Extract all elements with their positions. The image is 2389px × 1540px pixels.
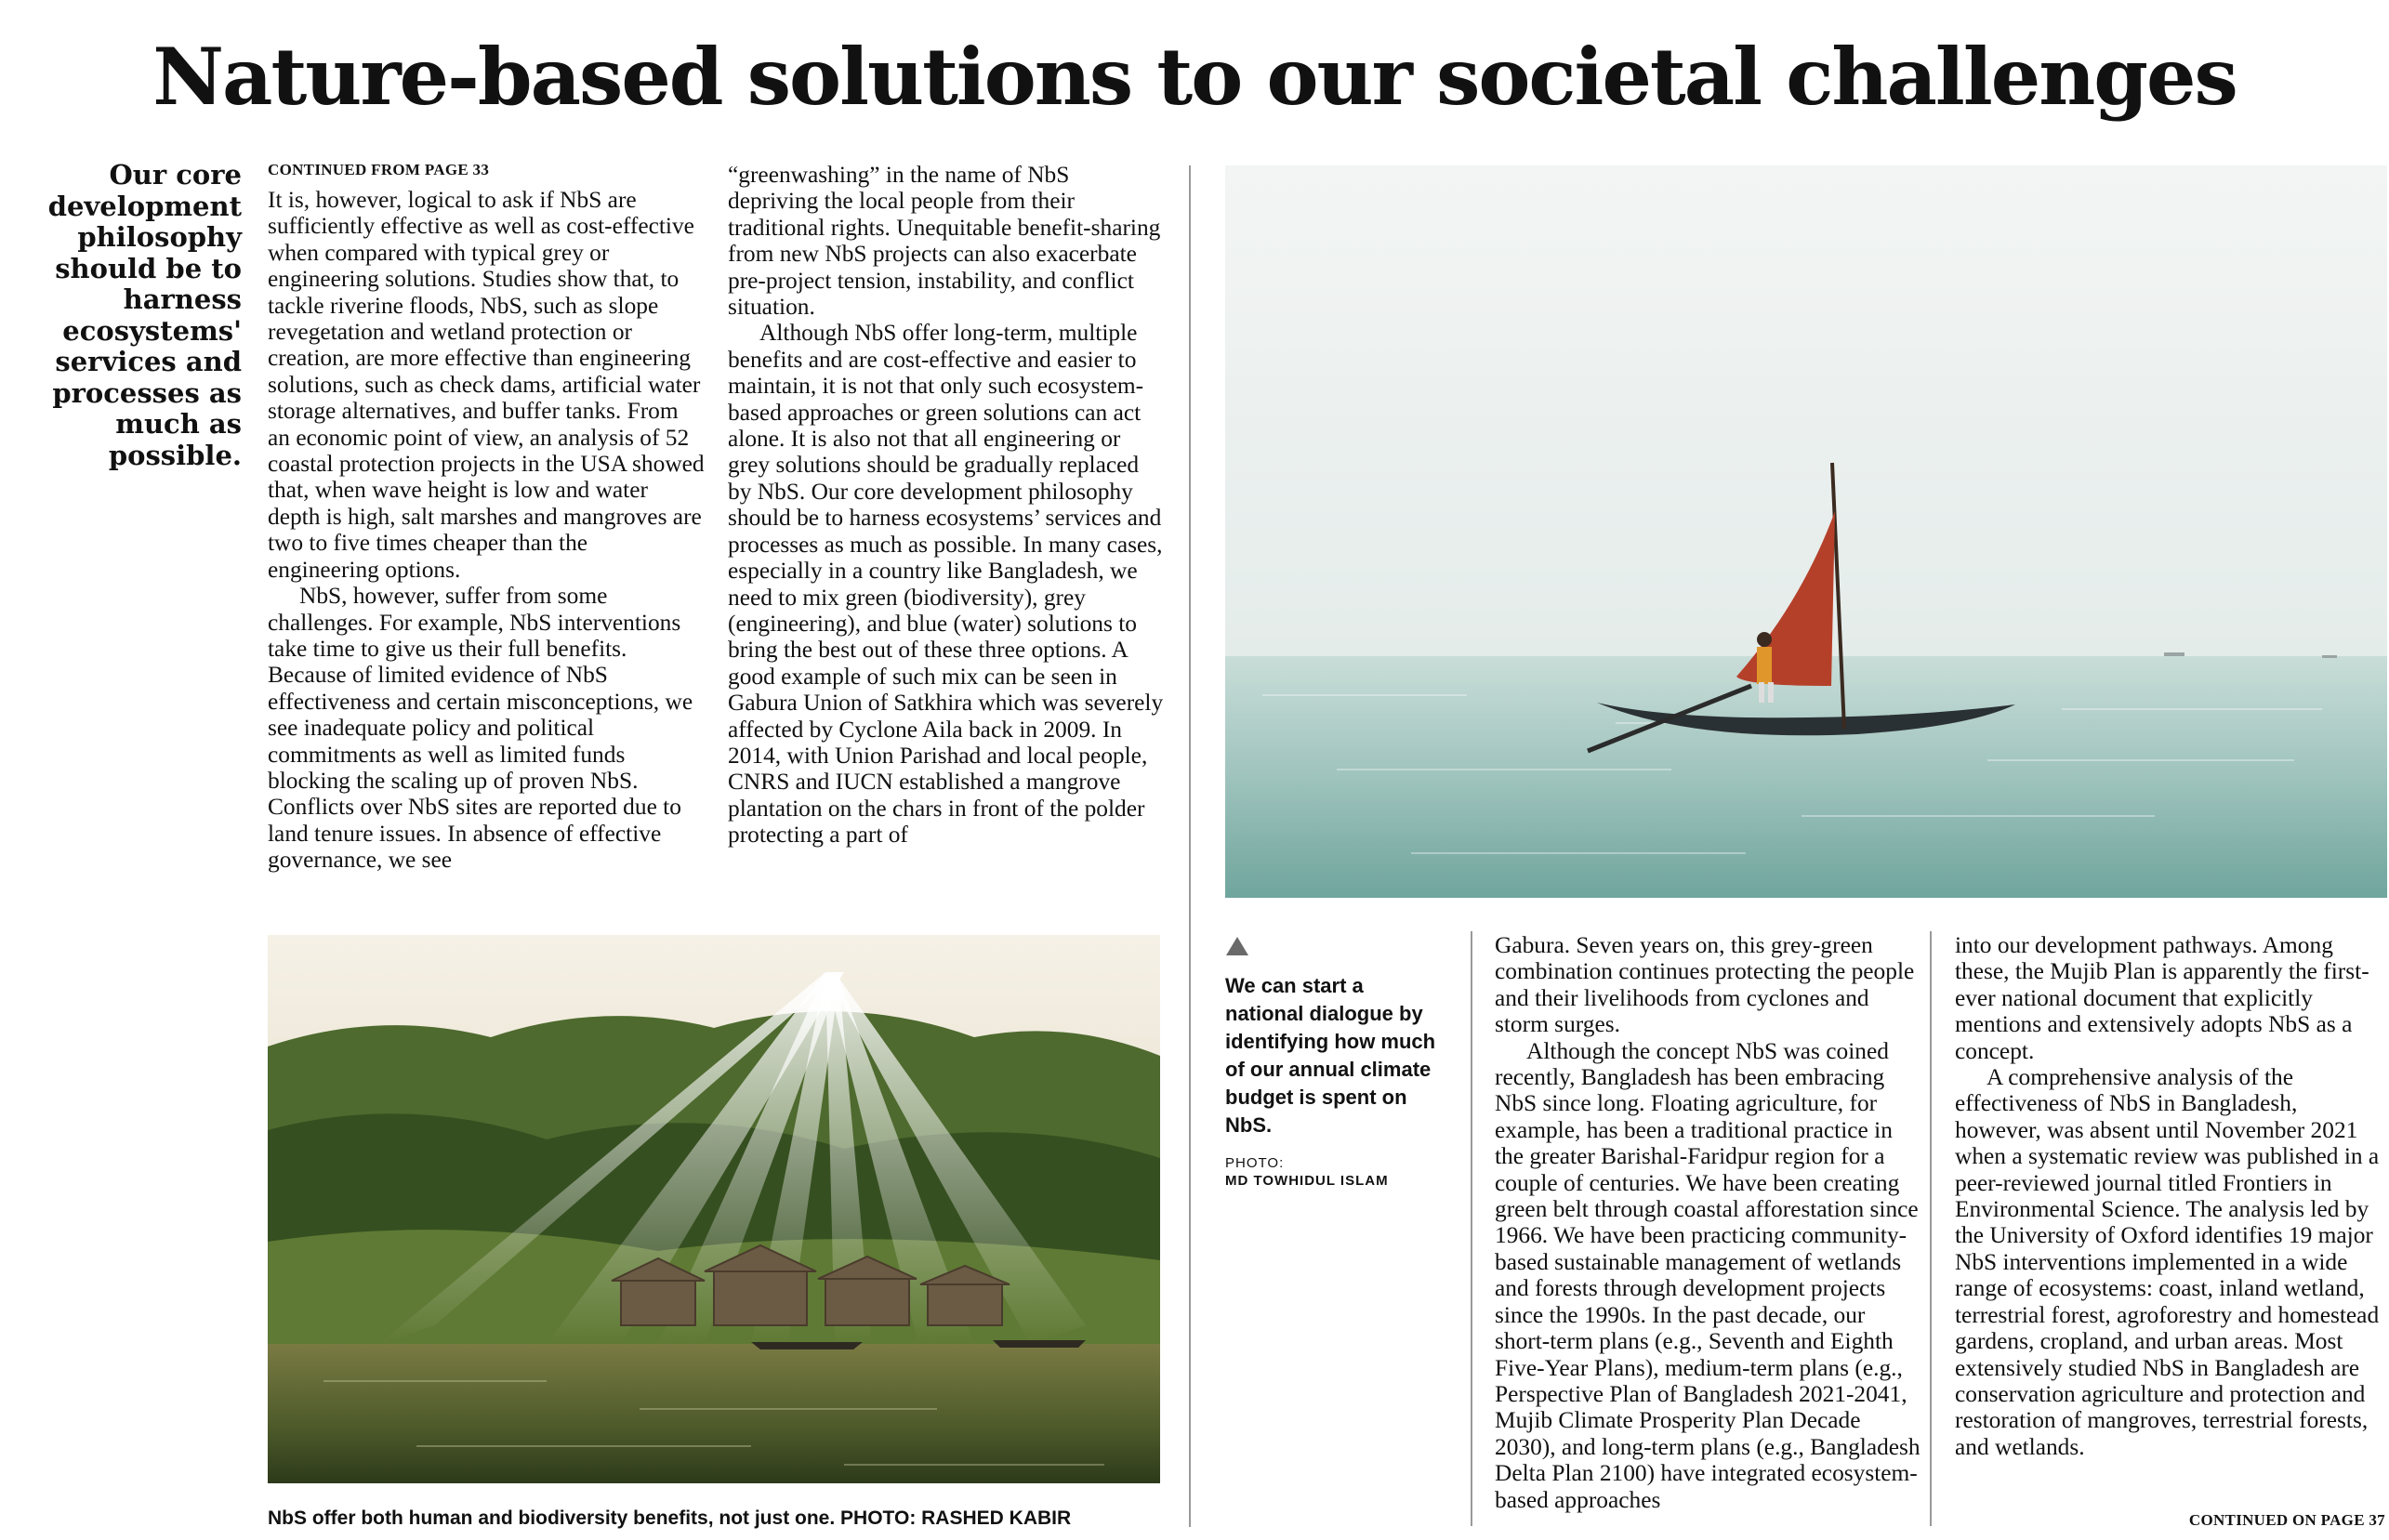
- triangle-up-icon: [1225, 935, 1253, 963]
- paragraph: NbS, however, suffer from some challenges. For example, NbS interventions take time to give us their full benefits. Because of limited evidence of NbS effectiveness and certain misconceptions, we see inadequate policy and political commitments as well as limited funds blocking the scaling up of proven NbS. Conflicts over NbS sites are reported due to land tenure issues. In absence of effective governance, we see: [268, 583, 693, 874]
- forest-photo-caption: NbS offer both human and biodiversity benefits, not just one. PHOTO: RASHED KABIR: [268, 1507, 1072, 1529]
- continued-on-label: CONTINUED ON PAGE 37: [2188, 1511, 2385, 1529]
- paragraph: into our development pathways. Among these, the Mujib Plan is apparently the first-ever national document that explicitly mentions and extensively adopts NbS as a concept.: [1955, 932, 2369, 1064]
- photo-label: PHOTO:: [1225, 1155, 1285, 1171]
- paragraph: A comprehensive analysis of the effectiveness of NbS in Bangladesh, however, was absent until November 2021 when a systematic review was published in a peer-reviewed journal titled Frontiers in Environmental Science. The analysis led by the University of Oxford identifies 19 major NbS interventions implemented in a wide range of ecosystems: coast, inland wetland, terrestrial forest, agroforestry and homestead gardens, cropland, and urban areas. Most extensively studied NbS in Bangladesh are conservation agriculture and protection and restoration of mangroves, terrestrial forests, and wetlands.: [1955, 1064, 2380, 1460]
- headline: Nature-based solutions to our societal challenges: [152, 31, 2237, 123]
- photo-credit: [1225, 1154, 1448, 1190]
- column-3: [1495, 932, 1922, 1513]
- column-divider: [1189, 165, 1191, 1527]
- paragraph: “greenwashing” in the name of NbS depriving the local people from their traditional rights. Unequitable benefit-sharing from new NbS projects can also exacerbate pre-project tension, instability, and conflict situation.: [728, 162, 1161, 321]
- boat-photo-caption: We can start a national dialogue by identifying how much of our annual climate budget is spent on NbS.: [1225, 974, 1436, 1137]
- column-4: [1955, 932, 2382, 1460]
- column-divider: [1471, 931, 1472, 1526]
- continued-from-label: CONTINUED FROM PAGE 33: [268, 161, 490, 178]
- column-1-text: [268, 187, 705, 874]
- forest-photo: [268, 935, 1160, 1483]
- paragraph: It is, however, logical to ask if NbS are sufficiently effective as well as cost-effective when compared with typical grey or engineering solutions. Studies show that, to tackle riverine floods, NbS, such as slope revegetation and wetland protection or creation, are more effective than engineering solutions, such as check dams, artificial water storage alternatives, and buffer tanks. From an economic point of view, an analysis of 52 coastal protection projects in the USA showed that, when wave height is low and water depth is high, salt marshes and mangroves are two to five times cheaper than the engineering options.: [268, 187, 705, 583]
- pull-quote: Our core development philosophy should be to harness ecosystems' services and processes as much as possible.: [47, 159, 242, 471]
- paragraph: Gabura. Seven years on, this grey-green combination continues protecting the people and their livelihoods from cyclones and storm surges.: [1495, 932, 1915, 1038]
- column-divider: [1930, 931, 1932, 1526]
- column-2: [728, 162, 1165, 849]
- column-1: [268, 161, 705, 874]
- boat-photo: [1225, 165, 2387, 898]
- paragraph: Although NbS offer long-term, multiple benefits and are cost-effective and easier to maintain, it is not that only such ecosystem-based approaches or green solutions can act alone. It is also not that all engineering or grey solutions should be gradually replaced by NbS. Our core development philosophy should be to harness ecosystems’ services and processes as much as possible. In many cases, especially in a country like Bangladesh, we need to mix green (biodiversity), grey (engineering), and blue (water) solutions to bring the best out of these three options. A good example of such mix can be seen in Gabura Union of Satkhira which was severely affected by Cyclone Aila back in 2009. In 2014, with Union Parishad and local people, CNRS and IUCN established a mangrove plantation on the chars in front of the polder protecting a part of: [728, 320, 1164, 849]
- paragraph: Although the concept NbS was coined recently, Bangladesh has been embracing NbS since long. Floating agriculture, for example, has been a traditional practice in the greater Barishal-Faridpur region for a couple of centuries. We have been creating green belt through coastal afforestation since 1966. We have been practicing community-based sustainable management of wetlands and forests through development projects since the 1990s. In the past decade, our short-term plans (e.g., Seventh and Eighth Five-Year Plans), medium-term plans (e.g., Perspective Plan of Bangladesh 2021-2041, Mujib Climate Prosperity Plan Decade 2030), and long-term plans (e.g., Bangladesh Delta Plan 2100) have integrated ecosystem-based approaches: [1495, 1037, 1920, 1513]
- photo-credit-name: MD TOWHIDUL ISLAM: [1225, 1173, 1389, 1189]
